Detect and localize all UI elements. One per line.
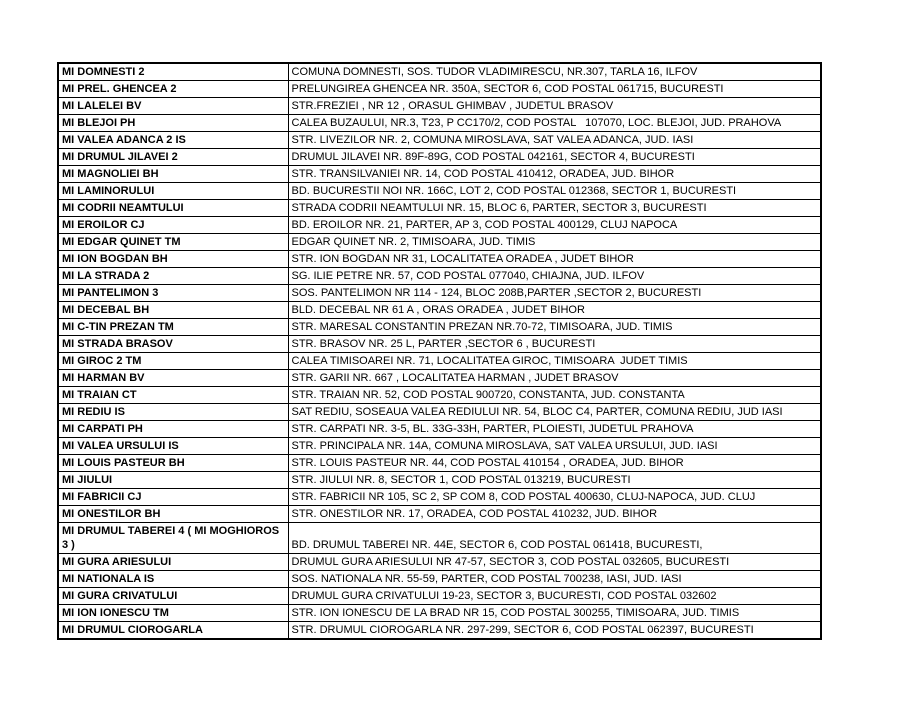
table-row <box>58 554 821 571</box>
table-row <box>58 251 821 268</box>
address-cell: STR. BRASOV NR. 25 L, PARTER ,SECTOR 6 , BUCURESTI <box>288 336 821 353</box>
site-name-cell: MI LAMINORULUI <box>58 183 288 200</box>
address-cell: STR. ION BOGDAN NR 31, LOCALITATEA ORADEA , JUDET BIHOR <box>288 251 821 268</box>
table-row <box>58 149 821 166</box>
table-row <box>58 81 821 98</box>
table-row <box>58 115 821 132</box>
table-row <box>58 200 821 217</box>
address-cell: STR. LOUIS PASTEUR NR. 44, COD POSTAL 410154 , ORADEA, JUD. BIHOR <box>288 455 821 472</box>
address-cell: DRUMUL JILAVEI NR. 89F-89G, COD POSTAL 042161, SECTOR 4, BUCURESTI <box>288 149 821 166</box>
site-name-cell: MI ONESTILOR BH <box>58 506 288 523</box>
site-name-cell: MI CARPATI PH <box>58 421 288 438</box>
site-name-cell: MI EDGAR QUINET TM <box>58 234 288 251</box>
address-cell: SAT REDIU, SOSEAUA VALEA REDIULUI NR. 54, BLOC C4, PARTER, COMUNA REDIU, JUD IASI <box>288 404 821 421</box>
table-row <box>58 605 821 622</box>
site-name-cell: MI TRAIAN CT <box>58 387 288 404</box>
site-name-cell: MI FABRICII CJ <box>58 489 288 506</box>
site-name-cell: MI C-TIN PREZAN TM <box>58 319 288 336</box>
site-name-cell: MI DRUMUL TABEREI 4 ( MI MOGHIOROS 3 ) <box>58 523 288 554</box>
site-name-cell: MI DRUMUL CIOROGARLA <box>58 622 288 640</box>
table-row <box>58 183 821 200</box>
site-name-cell: MI DECEBAL BH <box>58 302 288 319</box>
address-cell: SOS. NATIONALA NR. 55-59, PARTER, COD POSTAL 700238, IASI, JUD. IASI <box>288 571 821 588</box>
table-row <box>58 622 821 640</box>
site-name-cell: MI PREL. GHENCEA 2 <box>58 81 288 98</box>
site-name-cell: MI ION IONESCU TM <box>58 605 288 622</box>
address-cell: SG. ILIE PETRE NR. 57, COD POSTAL 077040, CHIAJNA, JUD. ILFOV <box>288 268 821 285</box>
table-row <box>58 438 821 455</box>
site-name-cell: MI MAGNOLIEI BH <box>58 166 288 183</box>
site-name-cell: MI GURA ARIESULUI <box>58 554 288 571</box>
table-row <box>58 588 821 605</box>
address-table <box>57 62 822 640</box>
site-name-cell: MI PANTELIMON 3 <box>58 285 288 302</box>
site-name-cell: MI VALEA ADANCA 2 IS <box>58 132 288 149</box>
site-name-cell: MI DOMNESTI 2 <box>58 63 288 81</box>
address-cell: STR. TRAIAN NR. 52, COD POSTAL 900720, CONSTANTA, JUD. CONSTANTA <box>288 387 821 404</box>
site-name-cell: MI BLEJOI PH <box>58 115 288 132</box>
address-cell: STR.FREZIEI , NR 12 , ORASUL GHIMBAV , JUDETUL BRASOV <box>288 98 821 115</box>
address-cell: STR. PRINCIPALA NR. 14A, COMUNA MIROSLAVA, SAT VALEA URSULUI, JUD. IASI <box>288 438 821 455</box>
address-cell: BD. BUCURESTII NOI NR. 166C, LOT 2, COD POSTAL 012368, SECTOR 1, BUCURESTI <box>288 183 821 200</box>
table-row <box>58 489 821 506</box>
site-name-cell: MI LALELEI BV <box>58 98 288 115</box>
address-cell: STR. ONESTILOR NR. 17, ORADEA, COD POSTAL 410232, JUD. BIHOR <box>288 506 821 523</box>
address-cell: COMUNA DOMNESTI, SOS. TUDOR VLADIMIRESCU, NR.307, TARLA 16, ILFOV <box>288 63 821 81</box>
site-name-cell: MI EROILOR CJ <box>58 217 288 234</box>
table-row <box>58 387 821 404</box>
site-name-cell: MI ION BOGDAN BH <box>58 251 288 268</box>
address-table-body <box>58 63 821 639</box>
site-name-cell: MI NATIONALA IS <box>58 571 288 588</box>
site-name-cell: MI REDIU IS <box>58 404 288 421</box>
site-name-cell: MI HARMAN BV <box>58 370 288 387</box>
address-cell: DRUMUL GURA CRIVATULUI 19-23, SECTOR 3, BUCURESTI, COD POSTAL 032602 <box>288 588 821 605</box>
table-row <box>58 63 821 81</box>
site-name-cell: MI GIROC 2 TM <box>58 353 288 370</box>
table-row <box>58 523 821 554</box>
table-row <box>58 166 821 183</box>
table-row <box>58 404 821 421</box>
table-row <box>58 472 821 489</box>
address-cell: BD. DRUMUL TABEREI NR. 44E, SECTOR 6, COD POSTAL 061418, BUCURESTI, <box>288 523 821 554</box>
address-cell: BLD. DECEBAL NR 61 A , ORAS ORADEA , JUDET BIHOR <box>288 302 821 319</box>
table-row <box>58 319 821 336</box>
site-name-cell: MI JIULUI <box>58 472 288 489</box>
table-row <box>58 302 821 319</box>
address-cell: STR. GARII NR. 667 , LOCALITATEA HARMAN , JUDET BRASOV <box>288 370 821 387</box>
address-cell: CALEA TIMISOAREI NR. 71, LOCALITATEA GIROC, TIMISOARA JUDET TIMIS <box>288 353 821 370</box>
site-name-cell: MI DRUMUL JILAVEI 2 <box>58 149 288 166</box>
address-cell: STR. FABRICII NR 105, SC 2, SP COM 8, COD POSTAL 400630, CLUJ-NAPOCA, JUD. CLUJ <box>288 489 821 506</box>
table-row <box>58 455 821 472</box>
table-row <box>58 506 821 523</box>
site-name-cell: MI VALEA URSULUI IS <box>58 438 288 455</box>
address-cell: STR. MARESAL CONSTANTIN PREZAN NR.70-72, TIMISOARA, JUD. TIMIS <box>288 319 821 336</box>
site-name-cell: MI STRADA BRASOV <box>58 336 288 353</box>
table-row <box>58 285 821 302</box>
address-cell: STRADA CODRII NEAMTULUI NR. 15, BLOC 6, PARTER, SECTOR 3, BUCURESTI <box>288 200 821 217</box>
address-cell: EDGAR QUINET NR. 2, TIMISOARA, JUD. TIMIS <box>288 234 821 251</box>
address-cell: STR. DRUMUL CIOROGARLA NR. 297-299, SECTOR 6, COD POSTAL 062397, BUCURESTI <box>288 622 821 640</box>
address-cell: CALEA BUZAULUI, NR.3, T23, P CC170/2, COD POSTAL 107070, LOC. BLEJOI, JUD. PRAHOVA <box>288 115 821 132</box>
address-cell: STR. JIULUI NR. 8, SECTOR 1, COD POSTAL 013219, BUCURESTI <box>288 472 821 489</box>
table-row <box>58 421 821 438</box>
address-cell: STR. LIVEZILOR NR. 2, COMUNA MIROSLAVA, SAT VALEA ADANCA, JUD. IASI <box>288 132 821 149</box>
address-cell: STR. ION IONESCU DE LA BRAD NR 15, COD POSTAL 300255, TIMISOARA, JUD. TIMIS <box>288 605 821 622</box>
table-row <box>58 98 821 115</box>
address-cell: SOS. PANTELIMON NR 114 - 124, BLOC 208B,PARTER ,SECTOR 2, BUCURESTI <box>288 285 821 302</box>
site-name-cell: MI LOUIS PASTEUR BH <box>58 455 288 472</box>
table-row <box>58 268 821 285</box>
table-row <box>58 370 821 387</box>
table-row <box>58 217 821 234</box>
address-cell: STR. CARPATI NR. 3-5, BL. 33G-33H, PARTER, PLOIESTI, JUDETUL PRAHOVA <box>288 421 821 438</box>
address-cell: STR. TRANSILVANIEI NR. 14, COD POSTAL 410412, ORADEA, JUD. BIHOR <box>288 166 821 183</box>
table-row <box>58 353 821 370</box>
table-row <box>58 571 821 588</box>
address-cell: DRUMUL GURA ARIESULUI NR 47-57, SECTOR 3, COD POSTAL 032605, BUCURESTI <box>288 554 821 571</box>
site-name-cell: MI CODRII NEAMTULUI <box>58 200 288 217</box>
address-cell: BD. EROILOR NR. 21, PARTER, AP 3, COD POSTAL 400129, CLUJ NAPOCA <box>288 217 821 234</box>
address-cell: PRELUNGIREA GHENCEA NR. 350A, SECTOR 6, COD POSTAL 061715, BUCURESTI <box>288 81 821 98</box>
site-name-cell: MI LA STRADA 2 <box>58 268 288 285</box>
table-row <box>58 234 821 251</box>
table-row <box>58 336 821 353</box>
site-name-cell: MI GURA CRIVATULUI <box>58 588 288 605</box>
table-row <box>58 132 821 149</box>
